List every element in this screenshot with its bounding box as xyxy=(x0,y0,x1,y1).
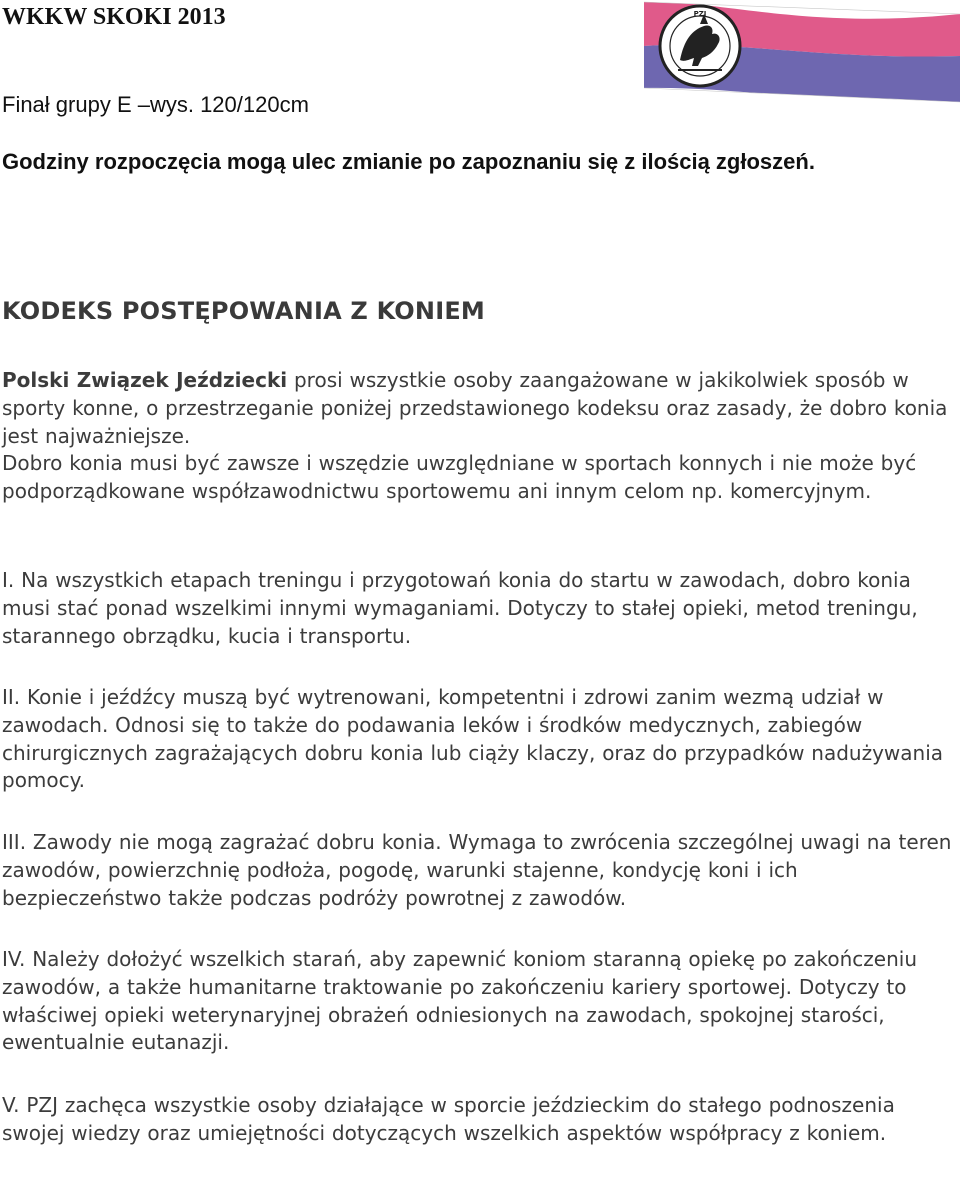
svg-text:PZJ: PZJ xyxy=(693,10,707,18)
code-point-3: III. Zawody nie mogą zagrażać dobru konia. Wymaga to zwrócenia szczególnej uwagi na teren zawodów, powierzchnię podłoża, pogodę, warunki stajenne, kondycję koni i ich bezpieczeństwo także podczas podróży powrotnej z zawodów. xyxy=(2,830,952,910)
code-point-1: I. Na wszystkich etapach treningu i przygotowań konia do startu w zawodach, dobro konia musi stać ponad wszelkimi innymi wymaganiami. Dotyczy to stałej opieki, metod treningu, starannego obrządku, kucia i transportu. xyxy=(2,568,918,648)
code-point-4: IV. Należy dołożyć wszelkich starań, aby zapewnić koniom staranną opiekę po zakończeniu zawodów, a także humanitarne traktowanie po zakończeniu kariery sportowej. Dotyczy to właściwej opieki weterynaryjnej obrażeń odniesionych na zawodach, spokojnej starości, ewentualnie eutanazji. xyxy=(2,947,918,1055)
schedule-notice: Godziny rozpoczęcia mogą ulec zmianie po zapoznaniu się z ilością zgłoszeń. xyxy=(2,149,815,174)
code-intro xyxy=(2,367,952,506)
code-point-5: V. PZJ zachęca wszystkie osoby działające w sporcie jeździeckim do stałego podnoszenia swojej wiedzy oraz umiejętności dotyczących wszelkich aspektów współpracy z koniem. xyxy=(2,1093,895,1145)
organization-name: Polski Związek Jeździecki xyxy=(2,368,288,392)
code-point-2: II. Konie i jeźdźcy muszą być wytrenowani, kompetentni i zdrowi zanim wezmą udział w zawodach. Odnosi się to także do podawania leków i środków medycznych, zabiegów chirurgicznych zagrażających dobru konia lub ciąży klaczy, oraz do przypadków nadużywania pomocy. xyxy=(2,685,944,793)
code-title: KODEKS POSTĘPOWANIA Z KONIEM xyxy=(2,297,485,325)
group-final-line: Finał grupy E –wys. 120/120cm xyxy=(2,92,309,117)
intro-text: prosi wszystkie osoby zaangażowane w jakikolwiek sposób w sporty konne, o przestrzeganie poniżej przedstawionego kodeksu oraz zasady, że dobro konia jest najważniejsze. xyxy=(2,368,948,448)
pzj-flag-logo xyxy=(644,0,960,104)
document-title: WKKW SKOKI 2013 xyxy=(2,4,226,30)
seal-emblem xyxy=(660,6,740,86)
intro-second-text: Dobro konia musi być zawsze i wszędzie uwzględniane w sportach konnych i nie może być podporządkowane współzawodnictwu sportowemu ani innym celom np. komercyjnym. xyxy=(2,451,917,504)
